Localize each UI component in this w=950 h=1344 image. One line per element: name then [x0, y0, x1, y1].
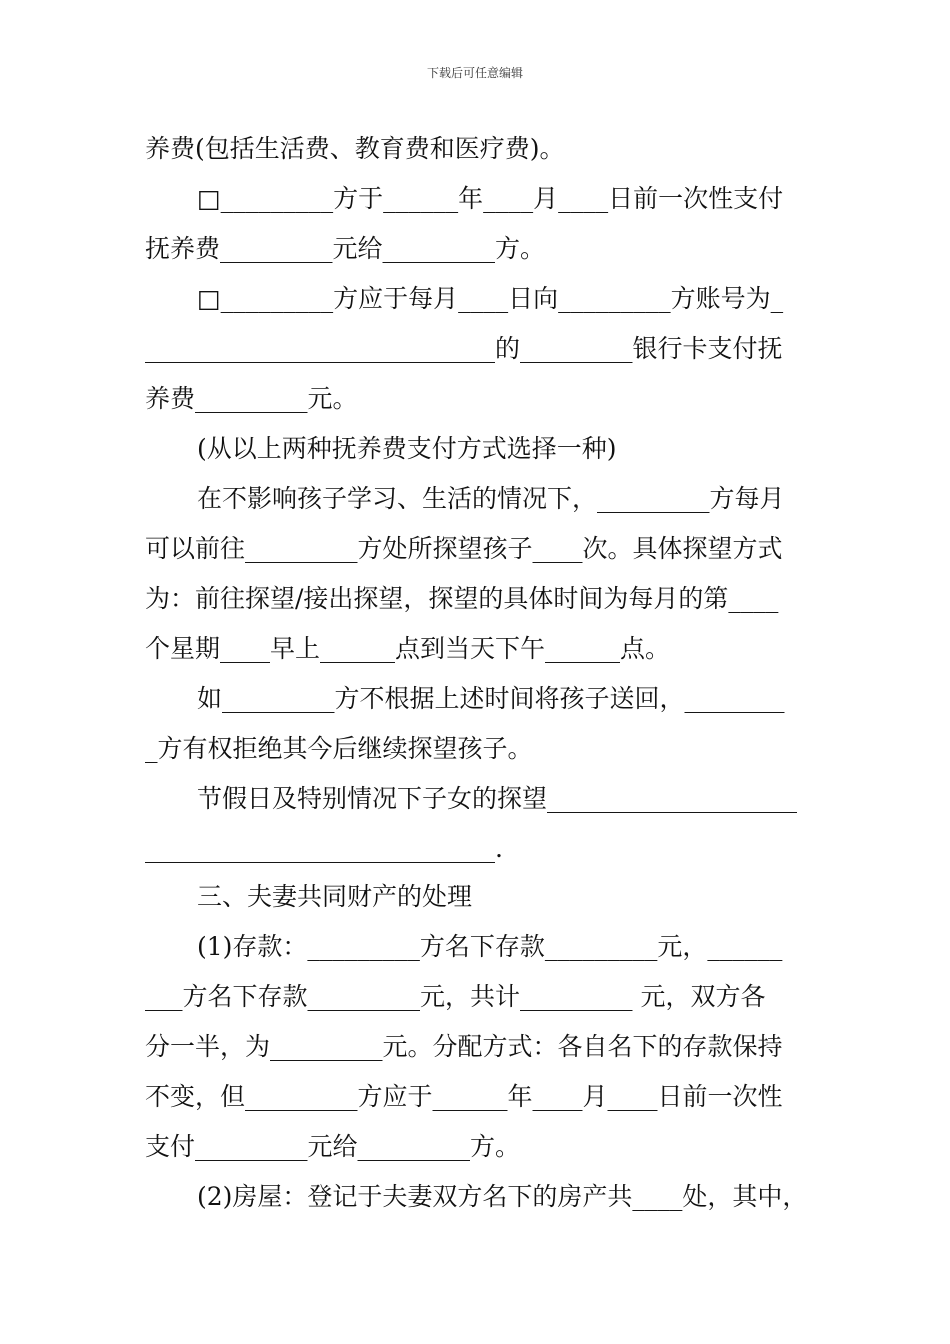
- text-line-19: 分一半，为_________元。分配方式：各自名下的存款保持: [145, 1032, 783, 1061]
- text-line-6: 养费_________元。: [145, 384, 358, 413]
- text-line-3: 抚养费_________元给_________方。: [145, 234, 546, 263]
- text-line-9: 可以前往_________方处所探望孩子____次。具体探望方式: [145, 534, 783, 563]
- text-line-17: (1)存款：_________方名下存款_________元，______: [197, 932, 783, 961]
- text-line-18: ___方名下存款_________元，共计_________ 元，双方各: [145, 982, 766, 1011]
- text-line-12: 如_________方不根据上述时间将孩子送回，________: [197, 684, 785, 713]
- text-line-15: ____________________________.: [145, 834, 503, 863]
- text-line-11: 个星期____早上______点到当天下午______点。: [145, 634, 671, 663]
- section-heading: 三、夫妻共同财产的处理: [197, 882, 473, 911]
- text-line-1: 养费(包括生活费、教育费和医疗费)。: [145, 134, 565, 163]
- text-line-10: 为：前往探望/接出探望，探望的具体时间为每月的第____: [145, 584, 779, 613]
- text-line-21: 支付_________元给_________方。: [145, 1132, 521, 1161]
- text-line-2: □_________方于______年____月____日前一次性支付: [197, 184, 784, 213]
- text-line-22: (2)房屋：登记于夫妻双方名下的房产共____处，其中，: [197, 1182, 808, 1211]
- text-line-14: 节假日及特别情况下子女的探望____________________: [197, 784, 798, 813]
- text-line-20: 不变，但_________方应于______年____月____日前一次性: [145, 1082, 783, 1111]
- page-header: 下载后可任意编辑: [426, 66, 523, 80]
- text-line-4: □_________方应于每月____日向_________方账号为_: [197, 284, 784, 313]
- text-line-13: _方有权拒绝其今后继续探望孩子。: [145, 734, 533, 763]
- text-line-7: (从以上两种抚养费支付方式选择一种): [197, 434, 617, 463]
- text-line-8: 在不影响孩子学习、生活的情况下，_________方每月: [197, 484, 785, 513]
- text-line-5: ____________________________的_________银行卡支付抚: [145, 334, 783, 363]
